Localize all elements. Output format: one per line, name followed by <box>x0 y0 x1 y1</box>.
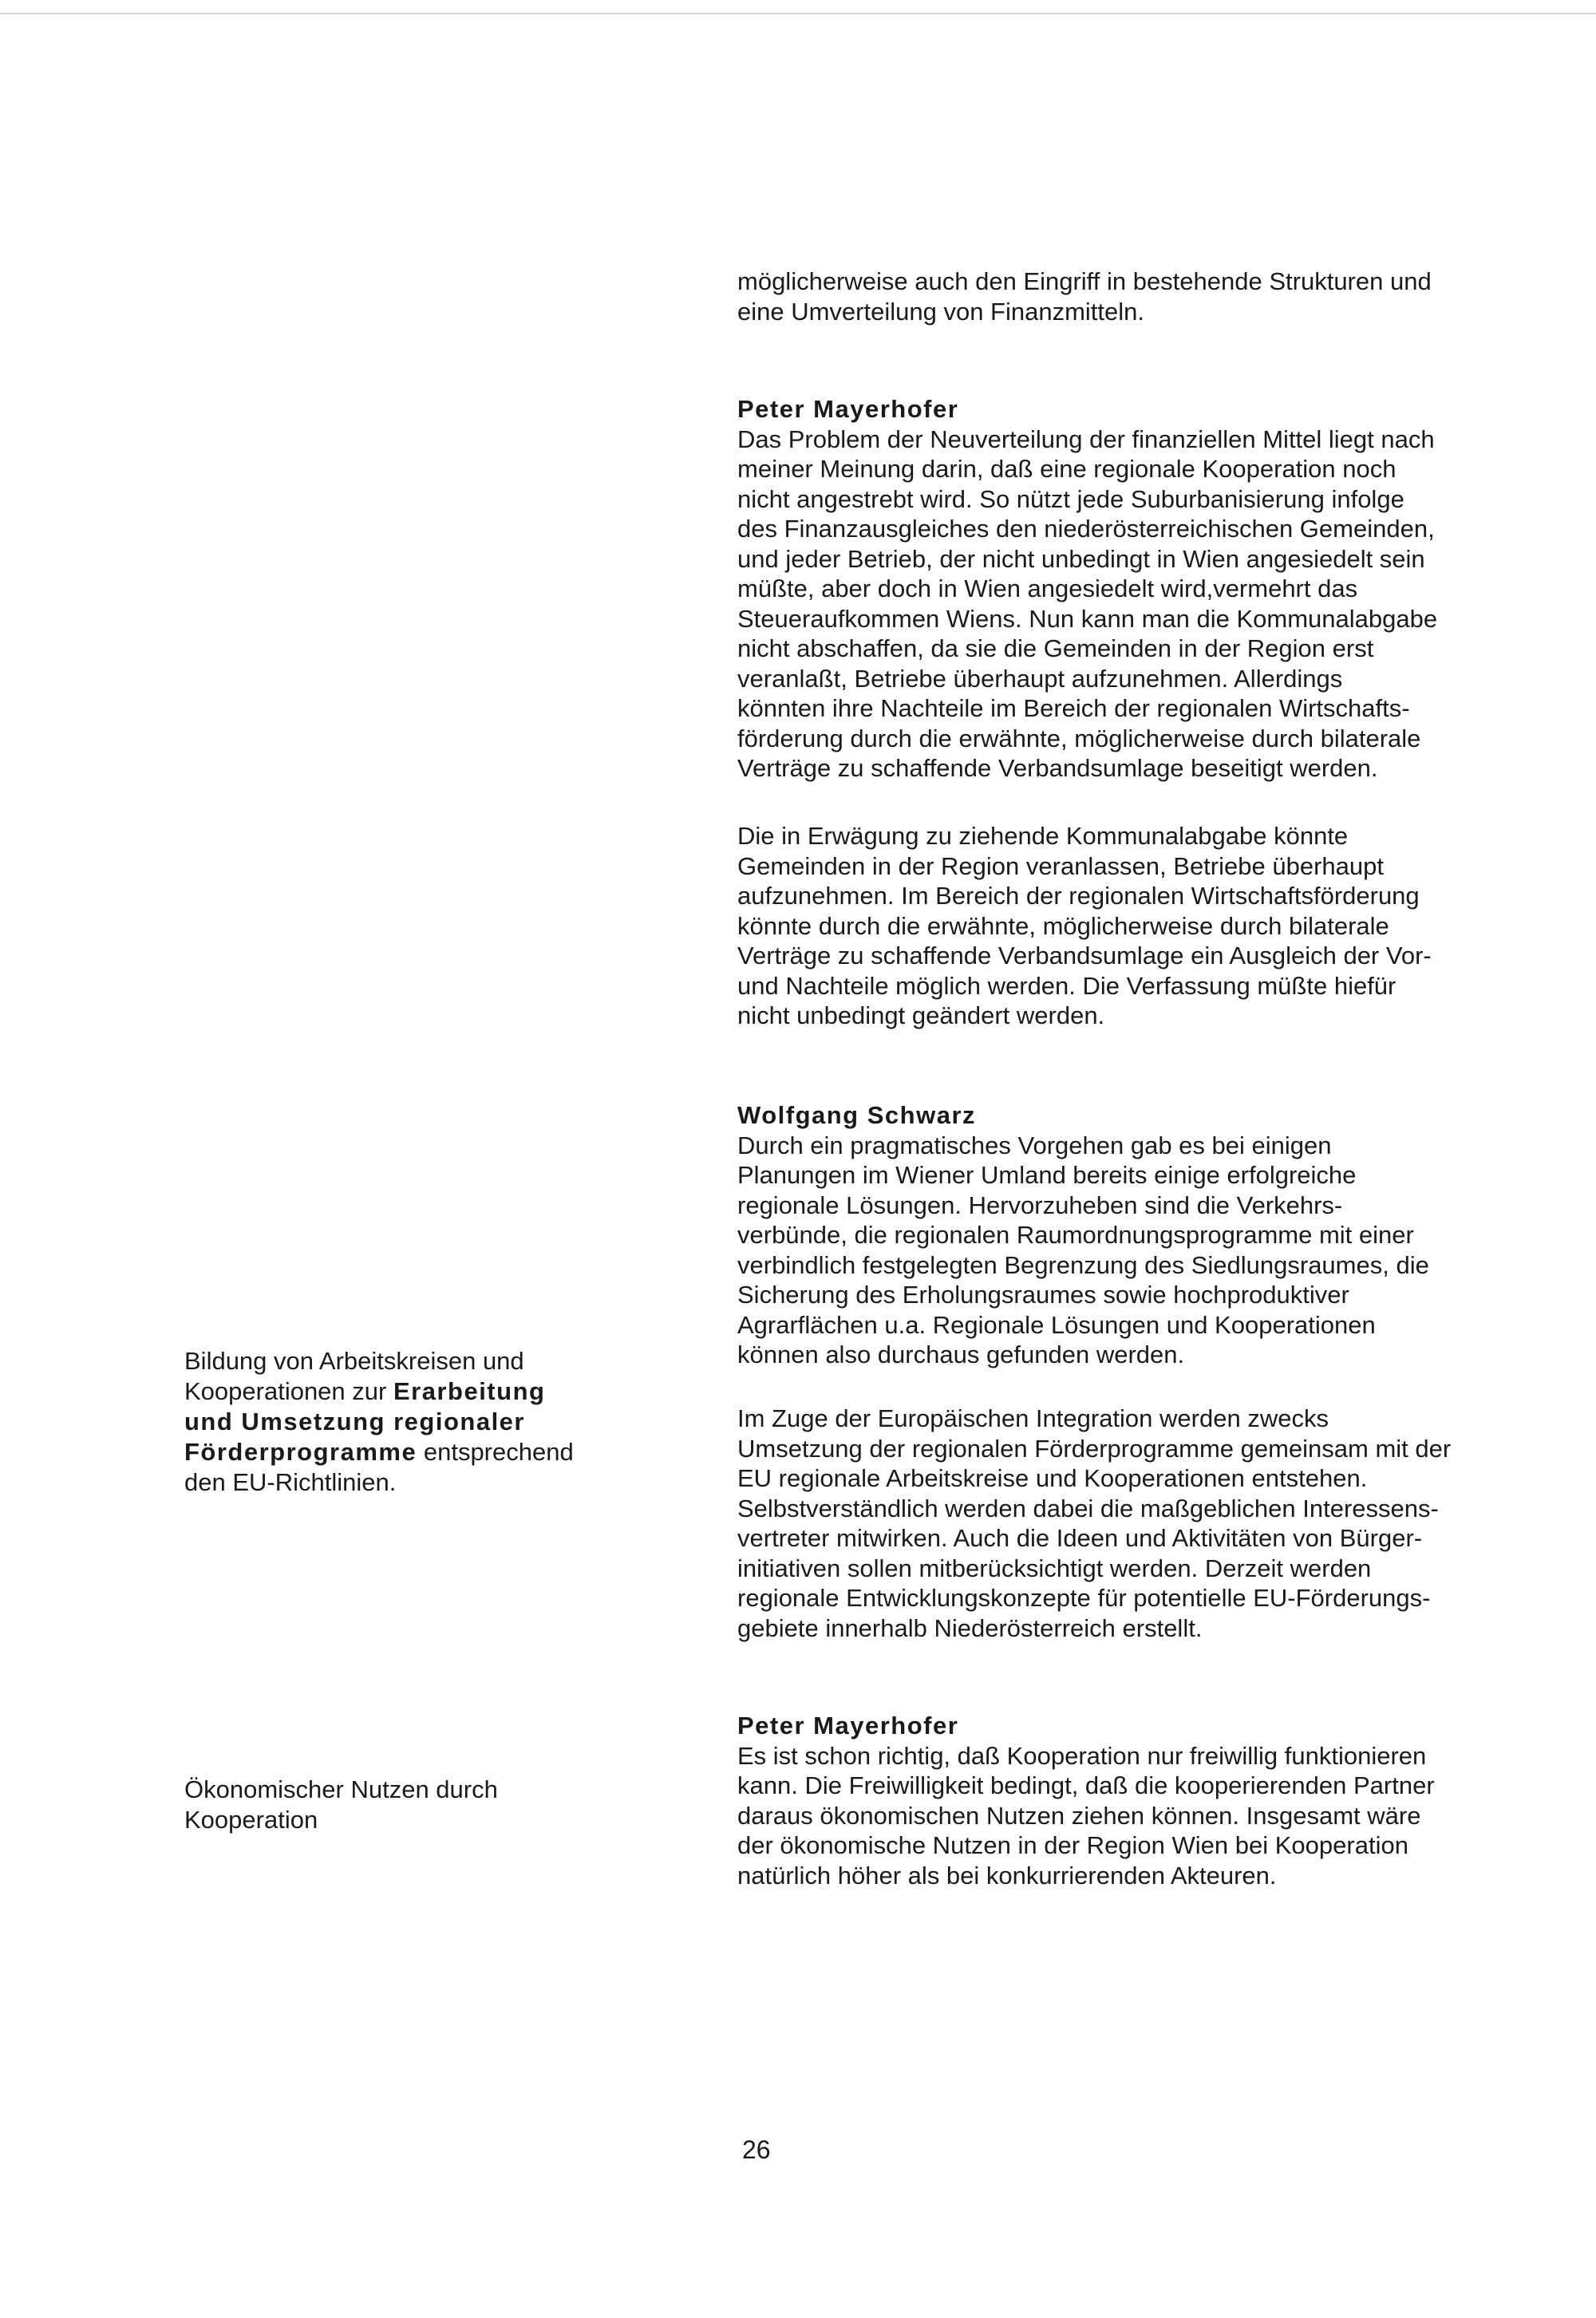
text-line: förderung durch die erwähnte, möglicherweise durch bilaterale <box>737 724 1421 752</box>
text-line: eine Umverteilung von Finanzmitteln. <box>737 297 1145 326</box>
text-line: Die in Erwägung zu ziehende Kommunalabgabe könnte <box>737 822 1349 850</box>
text-line: Umsetzung der regionalen Förderprogramme gemeinsam mit der <box>737 1434 1452 1463</box>
margin-note-nutzen <box>184 1775 663 1835</box>
text-line: Verträge zu schaffende Verbandsumlage ein Ausgleich der Vor- <box>737 942 1432 969</box>
margin-note-arbeitskreise <box>184 1346 663 1498</box>
text-span: Kooperationen zur <box>184 1377 393 1405</box>
text-line: Gemeinden in der Region veranlassen, Betriebe überhaupt <box>737 851 1384 880</box>
text-line: veranlaßt, Betriebe überhaupt aufzunehmen. Allerdings <box>737 664 1343 693</box>
text-line: Das Problem der Neuverteilung der finanziellen Mittel liegt nach <box>737 425 1435 453</box>
text-line: Kooperation <box>184 1806 318 1834</box>
text-line: müßte, aber doch in Wien angesiedelt wird,vermehrt das <box>737 575 1358 602</box>
text-line <box>184 1407 663 1437</box>
emphasis-text: und Umsetzung regionaler <box>184 1408 525 1435</box>
text-line: könnte durch die erwähnte, möglicherweise durch bilaterale <box>737 911 1389 940</box>
statement-mayerhofer-1 <box>737 394 1543 784</box>
speaker-name: Peter Mayerhofer <box>737 1712 959 1739</box>
text-line: natürlich höher als bei konkurrierenden Akteuren. <box>737 1861 1277 1890</box>
statement-schwarz <box>737 1100 1543 1370</box>
text-line: meiner Meinung darin, daß eine regionale Kooperation noch <box>737 455 1396 483</box>
text-line: möglicherweise auch den Eingriff in bestehende Strukturen und <box>737 267 1432 295</box>
statement-mayerhofer-2 <box>737 1711 1543 1890</box>
text-line: nicht abschaffen, da sie die Gemeinden in der Region erst <box>737 634 1374 662</box>
text-line: daraus ökonomischen Nutzen ziehen können. Insgesamt wäre <box>737 1801 1421 1830</box>
intro-paragraph <box>737 267 1543 326</box>
emphasis-text: Förderprogramme <box>184 1438 417 1466</box>
text-line: Bildung von Arbeitskreisen und <box>184 1347 524 1375</box>
text-line <box>184 1376 663 1407</box>
text-line: des Finanzausgleiches den niederösterreichischen Gemeinden, <box>737 515 1435 543</box>
text-line: und jeder Betrieb, der nicht unbedingt in Wien angesiedelt sein <box>737 544 1425 573</box>
text-line <box>184 1437 663 1467</box>
text-line: Planungen im Wiener Umland bereits einige erfolgreiche <box>737 1161 1357 1189</box>
kommunalabgabe-paragraph <box>737 821 1543 1031</box>
text-line: könnten ihre Nachteile im Bereich der regionalen Wirtschafts- <box>737 694 1410 722</box>
text-line: Steueraufkommen Wiens. Nun kann man die Kommunalabgabe <box>737 604 1438 633</box>
text-line: Im Zuge der Europäischen Integration werden zwecks <box>737 1404 1329 1432</box>
text-line: EU regionale Arbeitskreise und Kooperationen entstehen. <box>737 1464 1368 1492</box>
text-line: regionale Lösungen. Hervorzuheben sind die Verkehrs- <box>737 1191 1343 1219</box>
text-line: verbünde, die regionalen Raumordnungsprogramme mit einer <box>737 1221 1414 1249</box>
text-line: den EU-Richtlinien. <box>184 1468 397 1496</box>
text-line: kann. Die Freiwilligkeit bedingt, daß die kooperierenden Partner <box>737 1771 1435 1799</box>
text-line: gebiete innerhalb Niederösterreich erstellt. <box>737 1613 1203 1642</box>
text-line: verbindlich festgelegten Begrenzung des Siedlungsraumes, die <box>737 1250 1429 1279</box>
text-line: Es ist schon richtig, daß Kooperation nur freiwillig funktionieren <box>737 1741 1427 1770</box>
text-line: nicht unbedingt geändert werden. <box>737 1001 1105 1029</box>
text-line: nicht angestrebt wird. So nützt jede Suburbanisierung infolge <box>737 484 1404 513</box>
text-line: initiativen sollen mitberücksichtigt werden. Derzeit werden <box>737 1554 1372 1582</box>
text-line: Ökonomischer Nutzen durch <box>184 1775 498 1803</box>
text-line: und Nachteile möglich werden. Die Verfassung müßte hiefür <box>737 971 1396 1000</box>
text-line: können also durchaus gefunden werden. <box>737 1341 1185 1368</box>
emphasis-text: Erarbeitung <box>393 1377 546 1405</box>
text-line: Durch ein pragmatisches Vorgehen gab es bei einigen <box>737 1131 1332 1159</box>
text-line: Verträge zu schaffende Verbandsumlage beseitigt werden. <box>737 754 1378 782</box>
page-number: 26 <box>742 2135 771 2164</box>
text-line: vertreter mitwirken. Auch die Ideen und Aktivitäten von Bürger- <box>737 1524 1423 1552</box>
scan-edge-line <box>0 13 1596 14</box>
text-line: Selbstverständlich werden dabei die maßgeblichen Interessens- <box>737 1494 1439 1522</box>
text-line: aufzunehmen. Im Bereich der regionalen Wirtschaftsförderung <box>737 882 1420 910</box>
text-line: Sicherung des Erholungsraumes sowie hochproduktiver <box>737 1281 1349 1309</box>
text-line: regionale Entwicklungskonzepte für potentielle EU-Förderungs- <box>737 1584 1431 1612</box>
text-line: Agrarflächen u.a. Regionale Lösungen und Kooperationen <box>737 1310 1376 1339</box>
text-line: der ökonomische Nutzen in der Region Wien bei Kooperation <box>737 1831 1408 1859</box>
speaker-name: Peter Mayerhofer <box>737 395 959 423</box>
eu-integration-paragraph <box>737 1404 1543 1643</box>
text-span: entsprechend <box>417 1438 574 1466</box>
speaker-name: Wolfgang Schwarz <box>737 1101 977 1129</box>
